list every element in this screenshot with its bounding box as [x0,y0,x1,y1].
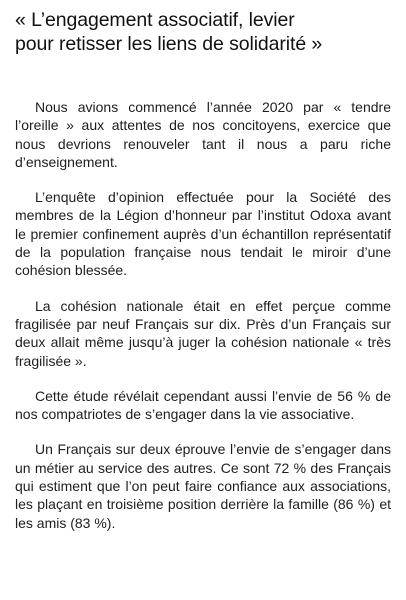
paragraph-5: Un Français sur deux éprouve l’envie de s’engager dans un métier au service des autres. Ce sont 72 % des Français qui estiment que l’on peut faire confiance aux associations, les plaçant en troisième position derrière la famille (86 %) et les amis (83 %). [15,441,391,531]
paragraph-1: Nous avions commencé l’année 2020 par « tendre l’oreille » aux attentes de nos concitoyens, exercice que nous devrions renouveler tant il nous a paru riche d’enseignement. [15,99,391,170]
article-title [15,8,391,56]
paragraph-3: La cohésion nationale était en effet perçue comme fragilisée par neuf Français sur dix. Près d’un Français sur deux allait même jusqu’à juger la cohésion nationale « très fragilisée ». [15,297,391,369]
article-title-line-1: « L’engagement associatif, levier [15,9,295,31]
paragraph-2: L’enquête d’opinion effectuée pour la Société des membres de la Légion d’honneur par l’institut Odoxa avant le premier confinement auprès d’un échantillon représentatif de la population française nous tendait le miroir d’une cohésion blessée. [15,189,391,279]
article-title-line-2: pour retisser les liens de solidarité » [15,33,323,55]
paragraph-4: Cette étude révélait cependant aussi l’envie de 56 % de nos compatriotes de s’engager dans la vie associative. [15,387,391,423]
article-body [15,98,391,532]
